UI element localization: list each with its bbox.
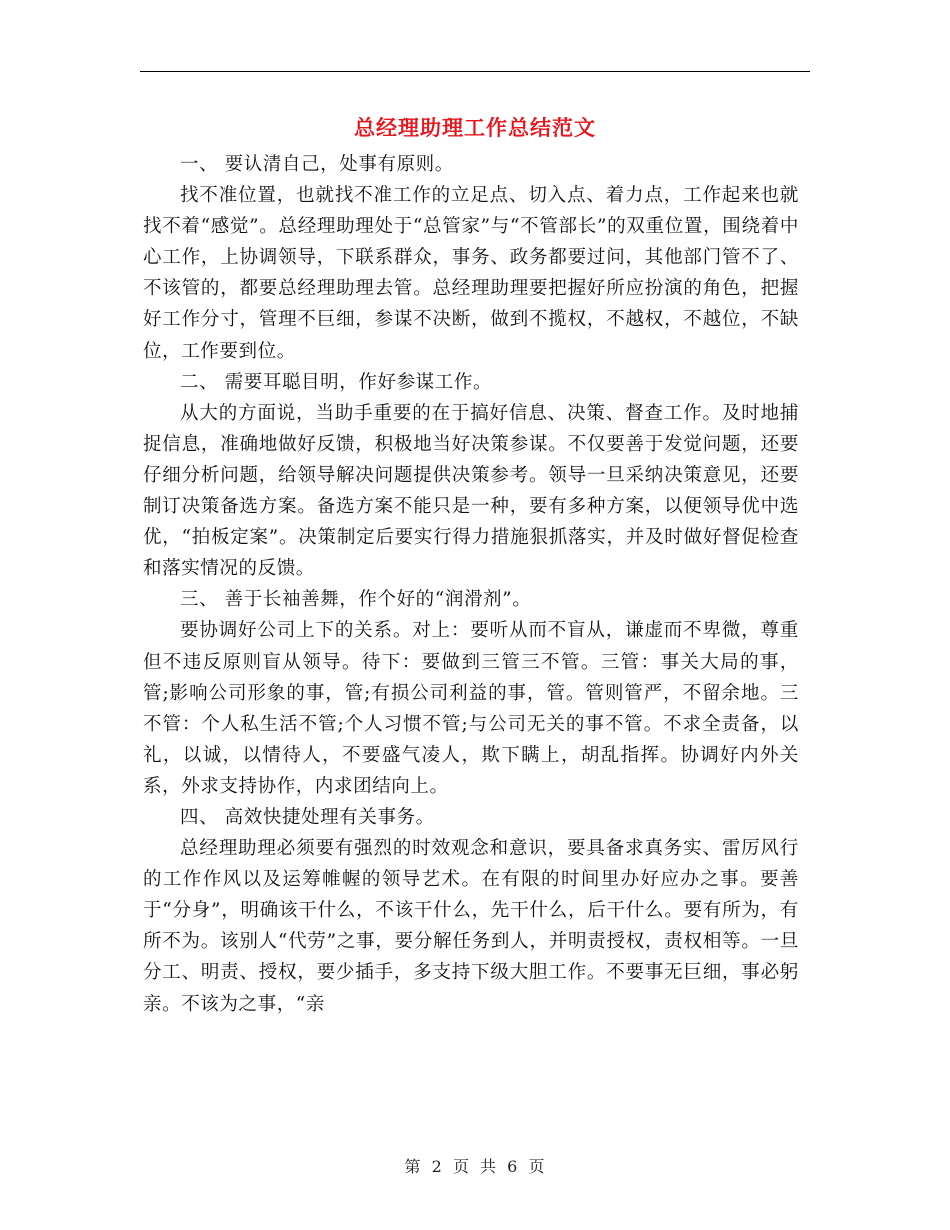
paragraph-2: 从大的方面说，当助手重要的在于搞好信息、决策、督查工作。及时地捕捉信息，准确地做好反馈，积极地当好决策参谋。不仅要善于发觉问题，还要仔细分析问题，给领导解决问题提供决策参考。领导一旦采纳决策意见，还要制订决策备选方案。备选方案不能只是一种，要有多种方案，以便领导优中选优，“拍板定案”。决策制定后要实行得力措施狠抓落实，并及时做好督促检查和落实情况的反馈。: [143, 402, 799, 580]
document-title: 总经理助理工作总结范文: [354, 116, 596, 140]
document-body: [143, 149, 799, 1020]
footer-total-prefix: 共: [480, 1157, 498, 1176]
footer-prefix: 第: [404, 1157, 422, 1176]
paragraph-1: 找不准位置，也就找不准工作的立足点、切入点、着力点，工作起来也就找不着“感觉”。总经理助理处于“总管家”与“不管部长”的双重位置，围绕着中心工作，上协调领导，下联系群众，事务、政务都要过问，其他部门管不了、不该管的，都要总经理助理去管。总经理助理要把握好所应扮演的角色，把握好工作分寸，管理不巨细，参谋不决断，做到不揽权，不越权，不越位，不缺位，工作要到位。: [143, 185, 799, 362]
section-heading-2: 二、 需要耳聪目明，作好参谋工作。: [180, 371, 493, 393]
header-rule: [140, 71, 810, 72]
paragraph-3: 要协调好公司上下的关系。对上：要听从而不盲从，谦虚而不卑微，尊重但不违反原则盲从领导。待下：要做到三管三不管。三管：事关大局的事，管;影响公司形象的事，管;有损公司利益的事，管。管则管严，不留余地。三不管：个人私生活不管;个人习惯不管;与公司无关的事不管。不求全责备，以礼，以诚，以情待人，不要盛气凌人，欺下瞒上，胡乱指挥。协调好内外关系，外求支持协作，内求团结向上。: [143, 620, 799, 797]
current-page-number: 2: [431, 1157, 443, 1176]
paragraph-4: 总经理助理必须要有强烈的时效观念和意识，要具备求真务实、雷厉风行的工作作风以及运筹帷幄的领导艺术。在有限的时间里办好应办之事。要善于“分身”，明确该干什么，不该干什么，先干什么，后干什么。要有所为，有所不为。该别人“代劳”之事，要分解任务到人，并明责授权，责权相等。一旦分工、明责、授权，要少插手，多支持下级大胆工作。不要事无巨细，事必躬亲。不该为之事，“亲: [143, 838, 799, 1015]
section-heading-4: 四、 高效快捷处理有关事务。: [180, 806, 435, 828]
section-heading-3: 三、 善于长袖善舞，作个好的“润滑剂”。: [180, 589, 532, 611]
footer-total-unit: 页: [528, 1157, 546, 1176]
total-page-count: 6: [507, 1157, 519, 1176]
section-heading-1: 一、 要认清自己，处事有原则。: [180, 154, 454, 175]
footer-page-unit: 页: [452, 1157, 470, 1176]
page-number-footer: [0, 1154, 950, 1177]
